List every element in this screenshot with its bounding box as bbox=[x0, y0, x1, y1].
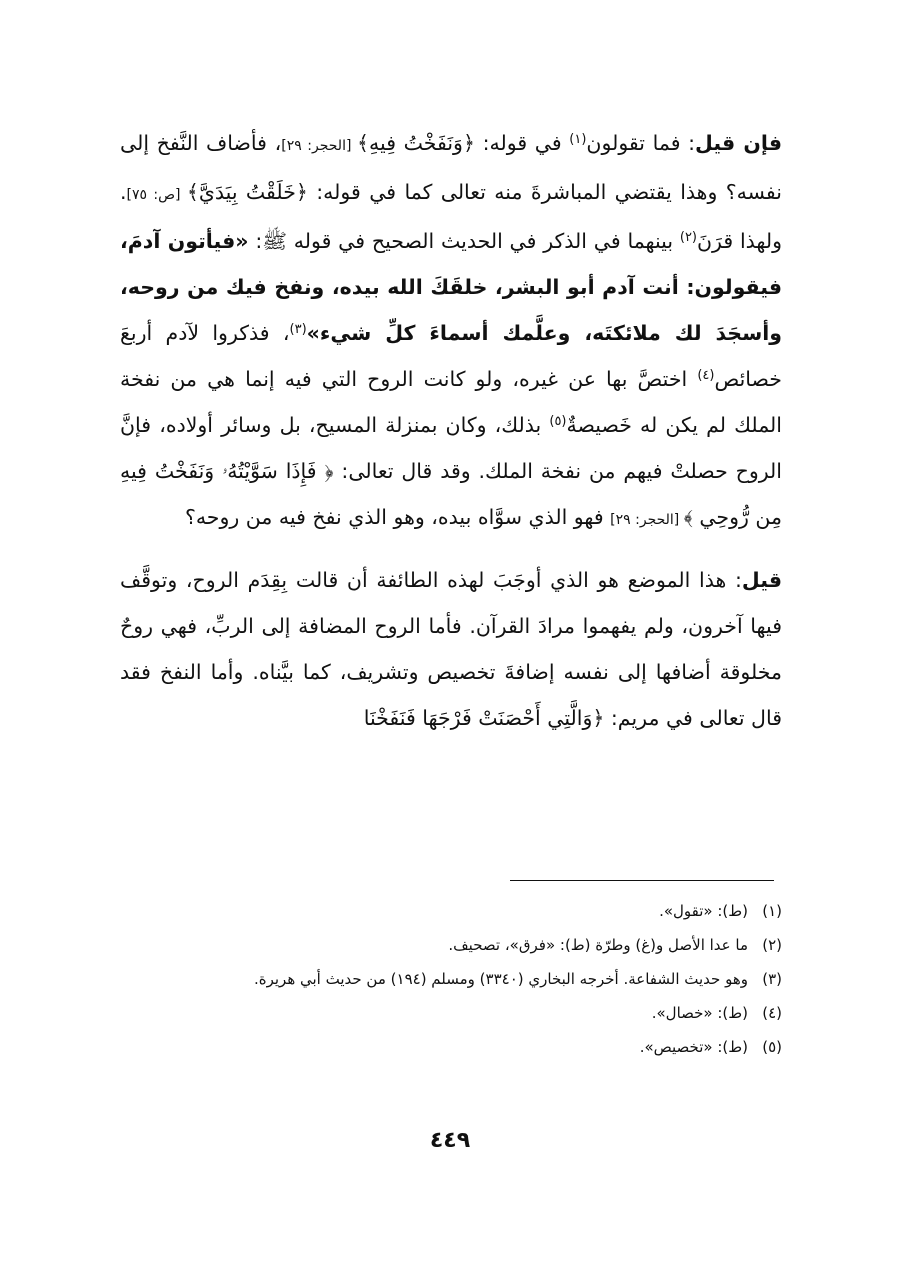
lead-in-if-said: فإن قيل bbox=[695, 131, 783, 155]
page-number: ٤٤٩ bbox=[429, 1128, 471, 1153]
text-segment: . ولهذا قرَنَ bbox=[120, 180, 782, 253]
text-segment: : هذا الموضع هو الذي أوجَبَ لهذه الطائفة أن قالت بِقِدَم الروح، وتوقَّف فيها آخرون، ولم يفهموا مرادَ القرآن. فأما الروح المضافة إلى الربِّ، فهي روحٌ مخلوقة أضافها إلى نفسه إضافةَ تخصيص وتشريف، كما بيَّناه. وأما النفخ فقد قال تعالى في مريم: bbox=[120, 568, 782, 730]
footnote-marker-5: (٥) bbox=[549, 413, 567, 429]
footnote-number: (٥) bbox=[762, 1038, 782, 1056]
footnote-text: (ط): «تخصيص». bbox=[639, 1038, 748, 1056]
footnote-text: وهو حديث الشفاعة. أخرجه البخاري (٣٣٤٠) ومسلم (١٩٤) من حديث أبي هريرة. bbox=[253, 970, 748, 988]
footnote-1 bbox=[120, 894, 782, 928]
footnote-number: (٤) bbox=[762, 1004, 782, 1022]
footnote-number: (١) bbox=[762, 902, 782, 920]
text-segment: بينهما في الذكر في الحديث الصحيح في قوله ﷺ: bbox=[248, 229, 680, 253]
footnote-number: (٢) bbox=[762, 936, 782, 954]
footnote-marker-1: (١) bbox=[569, 131, 587, 147]
text-segment: في قوله: bbox=[474, 131, 570, 155]
footnote-2 bbox=[120, 928, 782, 962]
text-segment: ، فأضاف النَّفخ إلى نفسه؟ وهذا يقتضي المباشرةَ منه تعالى كما في قوله: bbox=[120, 131, 782, 204]
verse-reference: [الحجر: ٢٩] bbox=[281, 138, 357, 154]
verse-reference: [الحجر: ٢٩] bbox=[610, 512, 684, 528]
footnote-text: (ط): «تقول». bbox=[659, 902, 748, 920]
footnote-divider bbox=[510, 880, 774, 881]
paragraph-objection bbox=[120, 120, 782, 543]
main-text bbox=[120, 120, 782, 741]
lead-in-it-is-said: قيل bbox=[741, 568, 782, 592]
quran-verse: ﴿ فَإِذَا سَوَّيْتُهُۥ وَنَفَخْتُ فِيهِ مِن رُّوحِي ﴾ bbox=[120, 459, 782, 529]
footnotes bbox=[120, 894, 782, 1064]
footnote-5 bbox=[120, 1030, 782, 1064]
text-segment: بذلك، وكان بمنزلة المسيح، بل وسائر أولاده، فإنَّ الروح حصلتْ فيهم من نفخة الملك. وقد قال تعالى: bbox=[120, 413, 782, 483]
text-segment: فهو الذي سوَّاه بيده، وهو الذي نفخ فيه من روحه؟ bbox=[184, 505, 611, 529]
paragraph-answer bbox=[120, 557, 782, 741]
footnote-4 bbox=[120, 996, 782, 1030]
footnote-marker-4: (٤) bbox=[697, 367, 715, 383]
footnote-number: (٣) bbox=[762, 970, 782, 988]
quran-verse: ﴿خَلَقْتُ بِيَدَيَّ﴾ bbox=[186, 180, 308, 204]
text-segment: ، فذكروا لآدم أربعَ خصائص bbox=[120, 321, 782, 391]
text-segment: : فما تقولون bbox=[586, 131, 696, 155]
quran-verse: ﴿وَالَّتِي أَحْصَنَتْ فَرْجَهَا فَنَفَخْنَا bbox=[363, 706, 605, 730]
text-segment: اختصَّ بها عن غيره، ولو كانت الروح التي فيه إنما هي من نفخة الملك لم يكن له خَصيصةٌ bbox=[120, 367, 782, 437]
footnote-marker-2: (٢) bbox=[679, 229, 697, 245]
footnote-marker-3: (٣) bbox=[289, 321, 307, 337]
quran-verse: ﴿وَنَفَخْتُ فِيهِ﴾ bbox=[357, 131, 475, 155]
footnote-text: (ط): «خصال». bbox=[651, 1004, 748, 1022]
verse-reference: [ص: ٧٥] bbox=[126, 187, 187, 203]
footnote-3 bbox=[120, 962, 782, 996]
hadith-quote: «فيأتون آدمَ، فيقولون: أنت آدم أبو البشر، خلقَكَ الله بيده، ونفخ فيك من روحه، وأسجَدَ لك ملائكتَه، وعلَّمك أسماءَ كلِّ شيء» bbox=[120, 229, 782, 345]
footnote-text: ما عدا الأصل و(غ) وطرّة (ط): «فرق»، تصحيف. bbox=[448, 936, 748, 954]
